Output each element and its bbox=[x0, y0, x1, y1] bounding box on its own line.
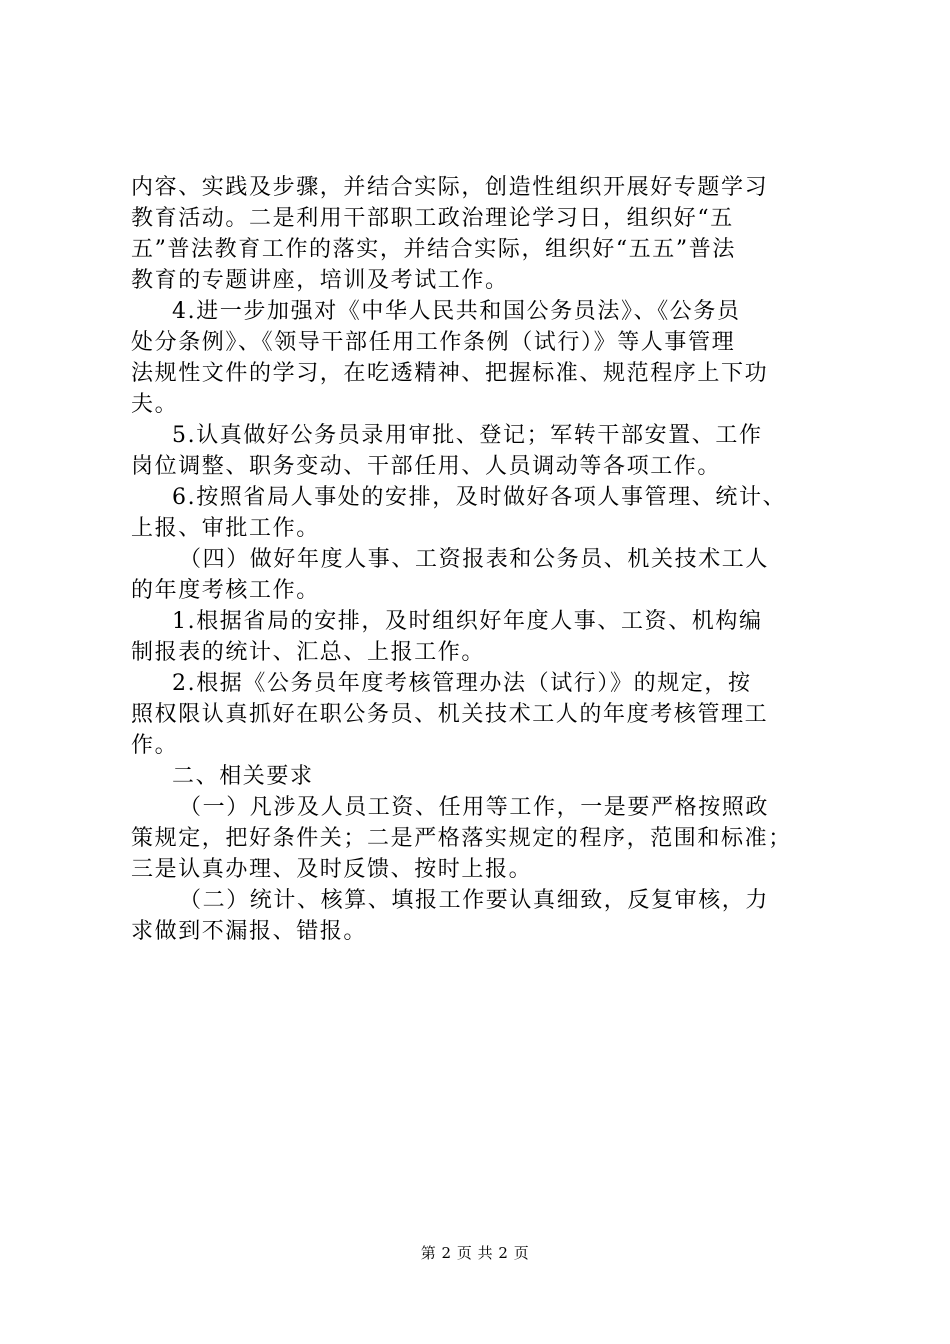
text-line: （一）凡涉及人员工资、任用等工作，一是要严格按照政 bbox=[179, 795, 770, 820]
text-line: 岗位调整、职务变动、干部任用、人员调动等各项工作。 bbox=[131, 454, 722, 479]
text-line: 2.根据《公务员年度考核管理办法（试行）》的规定，按 bbox=[172, 671, 752, 696]
text-line: 1.根据省局的安排，及时组织好年度人事、工资、机构编 bbox=[172, 609, 763, 634]
text-line: 上报、审批工作。 bbox=[131, 516, 320, 541]
text-line: 4.进一步加强对《中华人民共和国公务员法》、《公务员 bbox=[172, 299, 741, 324]
text-line: 三是认真办理、及时反馈、按时上报。 bbox=[131, 857, 533, 882]
page-number-footer: 第 2 页 共 2 页 bbox=[420, 1244, 530, 1262]
text-line: 的年度考核工作。 bbox=[131, 578, 320, 603]
text-line: （四）做好年度人事、工资报表和公务员、机关技术工人 bbox=[179, 547, 770, 572]
text-line: 法规性文件的学习，在吃透精神、把握标准、规范程序上下功 bbox=[131, 361, 769, 386]
text-line: 教育活动。二是利用干部职工政治理论学习日，组织好“五 bbox=[131, 206, 734, 231]
section-heading: 二、相关要求 bbox=[172, 764, 314, 789]
text-line: 作。 bbox=[131, 733, 179, 758]
text-line: 求做到不漏报、错报。 bbox=[131, 919, 368, 944]
text-line: 内容、实践及步骤，并结合实际，创造性组织开展好专题学习 bbox=[131, 175, 769, 200]
text-line: 6.按照省局人事处的安排，及时做好各项人事管理、统计、 bbox=[172, 485, 787, 510]
text-line: 策规定，把好条件关；二是严格落实规定的程序，范围和标准； bbox=[131, 826, 792, 851]
text-line: 照权限认真抓好在职公务员、机关技术工人的年度考核管理工 bbox=[131, 702, 769, 727]
text-line: 教育的专题讲座，培训及考试工作。 bbox=[131, 268, 509, 293]
text-line: 制报表的统计、汇总、上报工作。 bbox=[131, 640, 486, 665]
text-line: （二）统计、核算、填报工作要认真细致，反复审核，力 bbox=[179, 888, 770, 913]
text-line: 5.认真做好公务员录用审批、登记；军转干部安置、工作 bbox=[172, 423, 763, 448]
text-line: 处分条例》、《领导干部任用工作条例（试行）》等人事管理 bbox=[131, 330, 736, 355]
text-line: 五”普法教育工作的落实，并结合实际，组织好“五五”普法 bbox=[131, 237, 736, 262]
text-line: 夫。 bbox=[131, 392, 179, 417]
document-body bbox=[131, 172, 831, 947]
